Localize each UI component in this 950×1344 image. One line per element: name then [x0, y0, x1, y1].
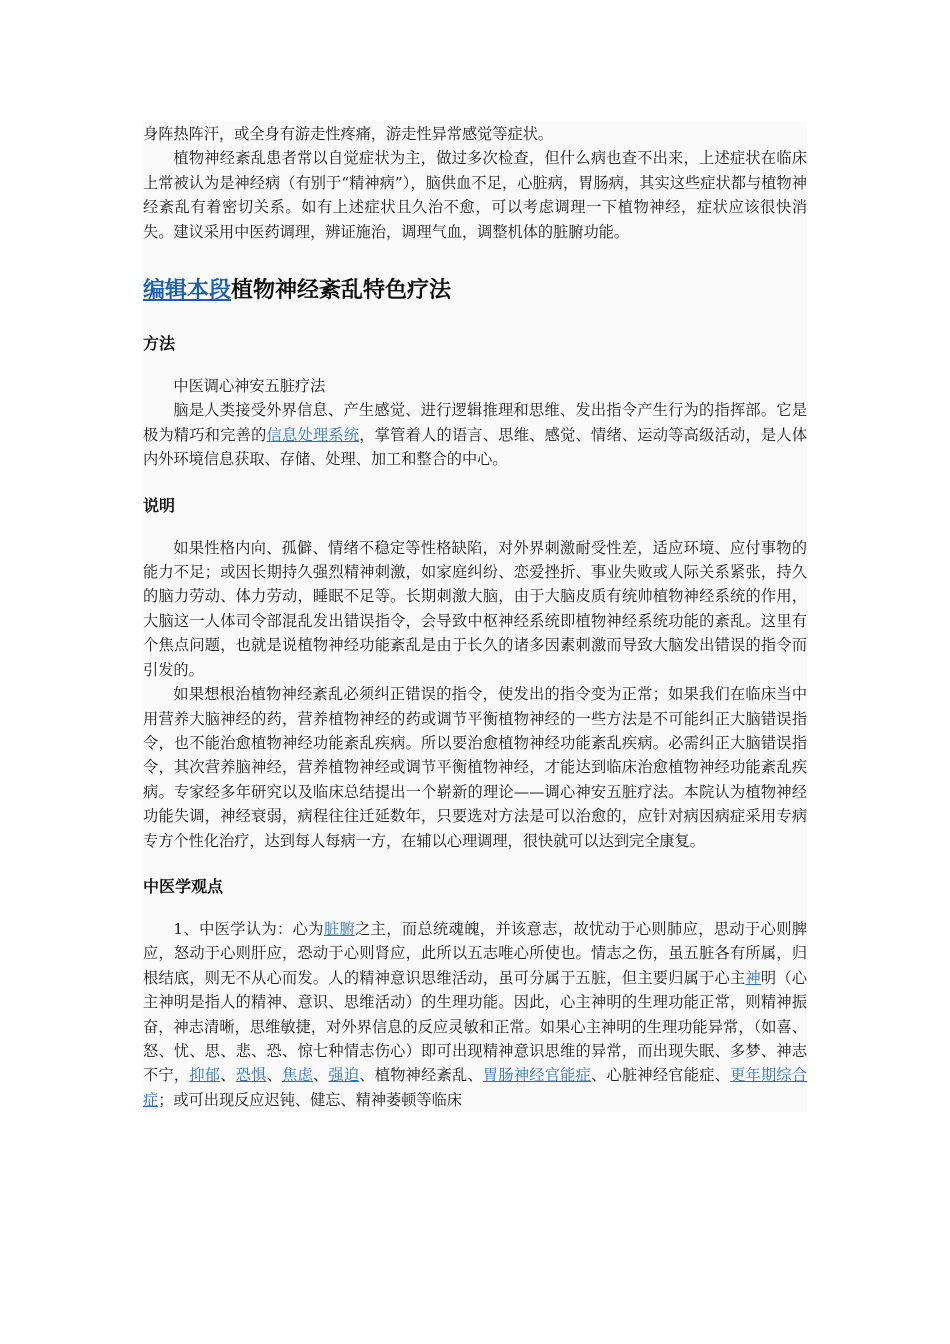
tcm-text: 、心脏神经官能症、 — [591, 1066, 731, 1085]
menopause-link[interactable]: 更年期综合症 — [143, 1066, 808, 1109]
intro-paragraph-2: 植物神经紊乱患者常以自觉症状为主，做过多次检查，但什么病也查不出来，上述症状在临床上常被认为是神经病（有别于“精神病”），脑供血不足，心脏病，胃肠病，其实这些症状都与植物神经紊乱有着密切关系。如有上述症状且久治不愈，可以考虑调理一下植物神经，症状应该很快消失。建议采用中医药调理，辨证施治，调理气血，调整机体的脏腑功能。 — [143, 149, 807, 241]
edit-section-link[interactable]: 编辑本段 — [143, 278, 232, 304]
separator: 、 — [312, 1066, 329, 1085]
method-text-1: 脑是人类接受外界信息、产生感觉、进行逻辑推理和思维、发出指令产生行为的指挥部。它是极为精巧和完善的 — [143, 401, 807, 444]
fear-link[interactable]: 恐惧 — [235, 1066, 267, 1085]
tcm-heading: 中医学观点 — [143, 876, 224, 896]
method-heading: 方法 — [143, 334, 176, 354]
anxiety-link[interactable]: 焦虑 — [282, 1066, 313, 1085]
method-paragraph-2 — [143, 398, 807, 471]
section-title: 植物神经紊乱特色疗法 — [231, 278, 452, 304]
separator: 、 — [220, 1066, 236, 1085]
zangfu-link[interactable]: 脏腑 — [323, 919, 356, 938]
tcm-text: ；或可出现反应迟钝、健忘、精神萎顿等临床 — [158, 1090, 462, 1109]
depression-link[interactable]: 抑郁 — [189, 1066, 221, 1085]
section-heading — [143, 276, 807, 306]
method-paragraph-1: 中医调心神安五脏疗法 — [173, 377, 326, 396]
explain-paragraph-2: 如果想根治植物神经紊乱必须纠正错误的指令，使发出的指令变为正常；如果我们在临床当中用营养大脑神经的药，营养植物神经的药或调节平衡植物神经的一些方法是不可能纠正大脑错误指令，也不能治愈植物神经功能紊乱疾病。所以要治愈植物神经功能紊乱疾病。必需纠正大脑错误指令，其次营养脑神经，营养植物神经或调节平衡植物神经，才能达到临床治愈植物神经功能紊乱疾病。专家经多年研究以及临床总结提出一个崭新的理论——调心神安五脏疗法。本院认为植物神经功能失调，神经衰弱，病程往往迁延数年，只要选对方法是可以治愈的，应针对病因病症采用专病专方个性化治疗，达到每人每病一方，在辅以心理调理，很快就可以达到完全康复。 — [143, 685, 807, 850]
separator: 、 — [266, 1066, 283, 1085]
article-body — [143, 122, 807, 1112]
info-system-link[interactable]: 信息处理系统 — [266, 425, 360, 444]
method-text-2: ，掌管着人的语言、思维、感觉、情绪、运动等高级活动，是人体内外环境信息获取、存储、处理、加工和整合的中心。 — [143, 425, 808, 469]
shen-link[interactable]: 神 — [745, 968, 761, 987]
explain-heading: 说明 — [143, 495, 176, 515]
tcm-text: 、植物神经紊乱、 — [359, 1066, 483, 1085]
explain-paragraph-1: 如果性格内向、孤僻、情绪不稳定等性格缺陷，对外界刺激耐受性差，适应环境、应付事物的能力不足；或因长期持久强烈精神刺激，如家庭纠纷、恋爱挫折、事业失败或人际关系紧张，持久的脑力劳动、体力劳动，睡眠不足等。长期刺激大脑，由于大脑皮质有统帅植物神经系统的作用，大脑这一人体司令部混乱发出错误指令，会导致中枢神经系统即植物神经系统功能的紊乱。这里有个焦点问题，也就是说植物神经功能紊乱是由于长久的诸多因素刺激而导致大脑发出错误的指令而引发的。 — [143, 538, 807, 679]
intro-paragraph-1: 身阵热阵汗，或全身有游走性疼痛，游走性异常感觉等症状。 — [143, 125, 554, 143]
tcm-text: 1、中医学认为：心为 — [173, 919, 324, 938]
tcm-paragraph-1 — [143, 917, 807, 1112]
compulsion-link[interactable]: 强迫 — [328, 1066, 360, 1085]
tcm-text: 明（心主神明是指人的精神、意识、思维活动）的生理功能。因此，心主神明的生理功能正常，则精神振奋，神志清晰，思维敏捷，对外界信息的反应灵敏和正常。如果心主神明的生理功能异常，（如喜、怒、忧、思、悲、恐、惊七种情志伤心）即可出现精神意识思维的异常，而出现失眠、多梦、神志不宁， — [143, 968, 808, 1085]
tcm-text: 之主，而总统魂魄，并该意志，故忧动于心则肺应，思动于心则脾应，怒动于心则肝应，恐动于心则肾应，此所以五志唯心所使也。情志之伤，虽五脏各有所属，归根结底，则无不从心而发。人的精神意识思维活动，虽可分属于五脏，但主要归属于心主 — [143, 919, 808, 987]
gastro-neurosis-link[interactable]: 胃肠神经官能症 — [482, 1066, 592, 1085]
